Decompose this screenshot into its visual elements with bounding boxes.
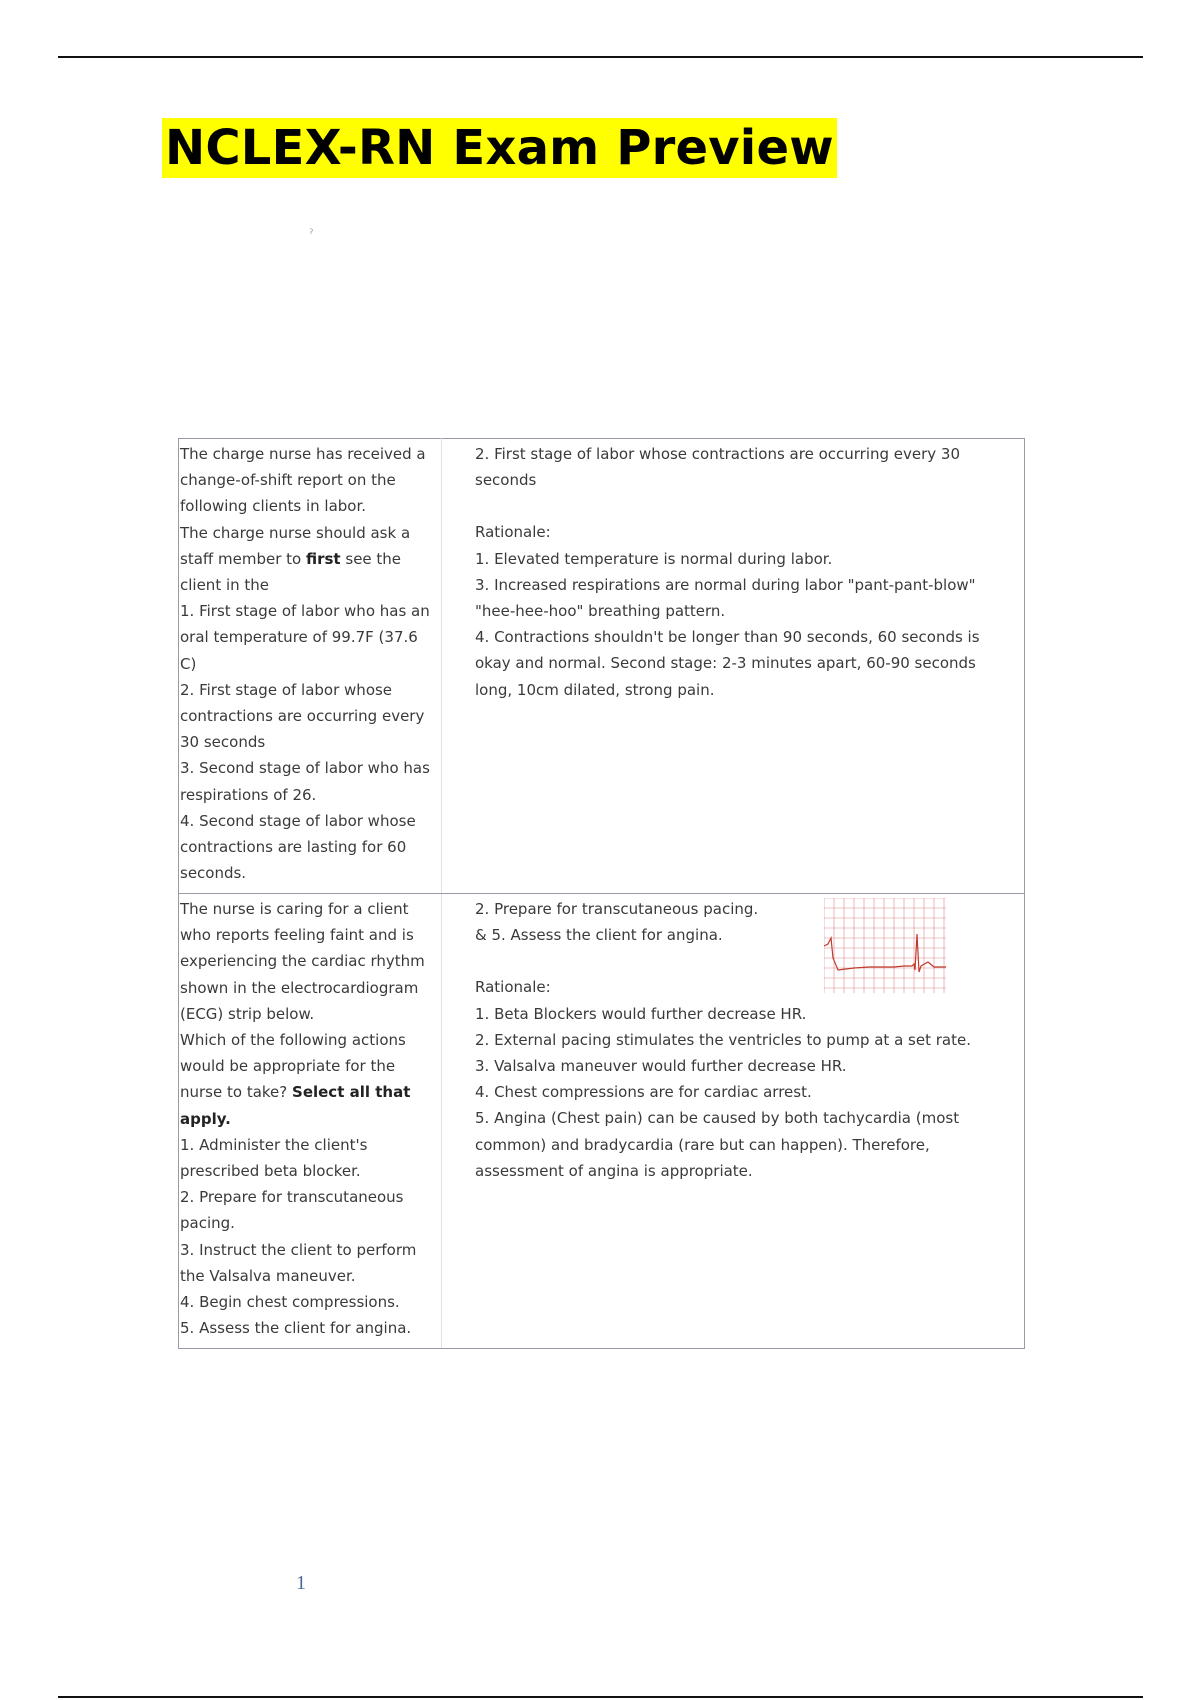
rationale-item: 4. Contractions shouldn't be longer than 90 seconds, 60 seconds is okay and normal. Second stage: 2-3 minutes apart, 60-90 seconds long, 10cm dilated, strong pain. (475, 628, 980, 699)
question-cell (179, 439, 442, 894)
correct-answer: & 5. Assess the client for angina. (475, 926, 723, 945)
question-prompt: Which of the following actions would be appropriate for the nurse to take? Select all that apply. (180, 1031, 411, 1128)
option-item: 2. First stage of labor whose contractions are occurring every 30 seconds (180, 680, 425, 752)
rationale-item: 3. Increased respirations are normal during labor "pant-pant-blow" "hee-hee-hoo" breathing pattern. (475, 575, 976, 621)
option-item: 4. Second stage of labor whose contractions are lasting for 60 seconds. (180, 811, 416, 883)
question-intro: The nurse is caring for a client who reports feeling faint and is experiencing the cardiac rhythm shown in the electrocardiogram (ECG) strip below. (180, 900, 425, 1023)
ecg-strip-image (824, 898, 946, 993)
rationale-item: 3. Valsalva maneuver would further decrease HR. (475, 1057, 847, 1076)
footer-rule (58, 1696, 1143, 1698)
rationale-heading: Rationale: (475, 978, 551, 997)
rationale-item: 4. Chest compressions are for cardiac arrest. (475, 1083, 812, 1102)
rationale-item: 1. Beta Blockers would further decrease HR. (475, 1004, 807, 1023)
page-number: 1 (296, 1572, 306, 1594)
question-intro: The charge nurse has received a change-of-shift report on the following clients in labor. (180, 445, 426, 516)
rationale-item: 5. Angina (Chest pain) can be caused by both tachycardia (most common) and bradycardia (rare but can happen). Therefore, assessment of angina is appropriate. (475, 1109, 960, 1180)
header-rule (58, 56, 1143, 58)
rationale-item: 2. External pacing stimulates the ventricles to pump at a set rate. (475, 1030, 971, 1049)
rationale-heading: Rationale: (475, 523, 551, 542)
option-item: 2. Prepare for transcutaneous pacing. (180, 1188, 404, 1233)
option-item: 3. Second stage of labor who has respirations of 26. (180, 759, 430, 804)
scan-mark: ˀ (309, 227, 314, 241)
option-item: 1. Administer the client's prescribed beta blocker. (180, 1135, 368, 1181)
table-row (179, 894, 1025, 1349)
rationale-item: 1. Elevated temperature is normal during labor. (475, 549, 833, 568)
option-item: 4. Begin chest compressions. (180, 1293, 400, 1312)
option-item: 1. First stage of labor who has an oral temperature of 99.7F (37.6 C) (180, 602, 430, 673)
option-item: 5. Assess the client for angina. (180, 1319, 412, 1338)
qa-table (178, 438, 1025, 1349)
answer-cell (442, 894, 1025, 1349)
correct-answer: 2. First stage of labor whose contractions are occurring every 30 seconds (475, 445, 961, 490)
answer-cell (442, 439, 1025, 894)
document-title: NCLEX-RN Exam Preview (162, 118, 837, 178)
table-row (179, 439, 1025, 894)
correct-answer: 2. Prepare for transcutaneous pacing. (475, 900, 759, 918)
question-prompt: The charge nurse should ask a staff member to first see the client in the (180, 523, 411, 595)
option-item: 3. Instruct the client to perform the Valsalva maneuver. (180, 1240, 417, 1285)
question-cell (179, 894, 442, 1349)
